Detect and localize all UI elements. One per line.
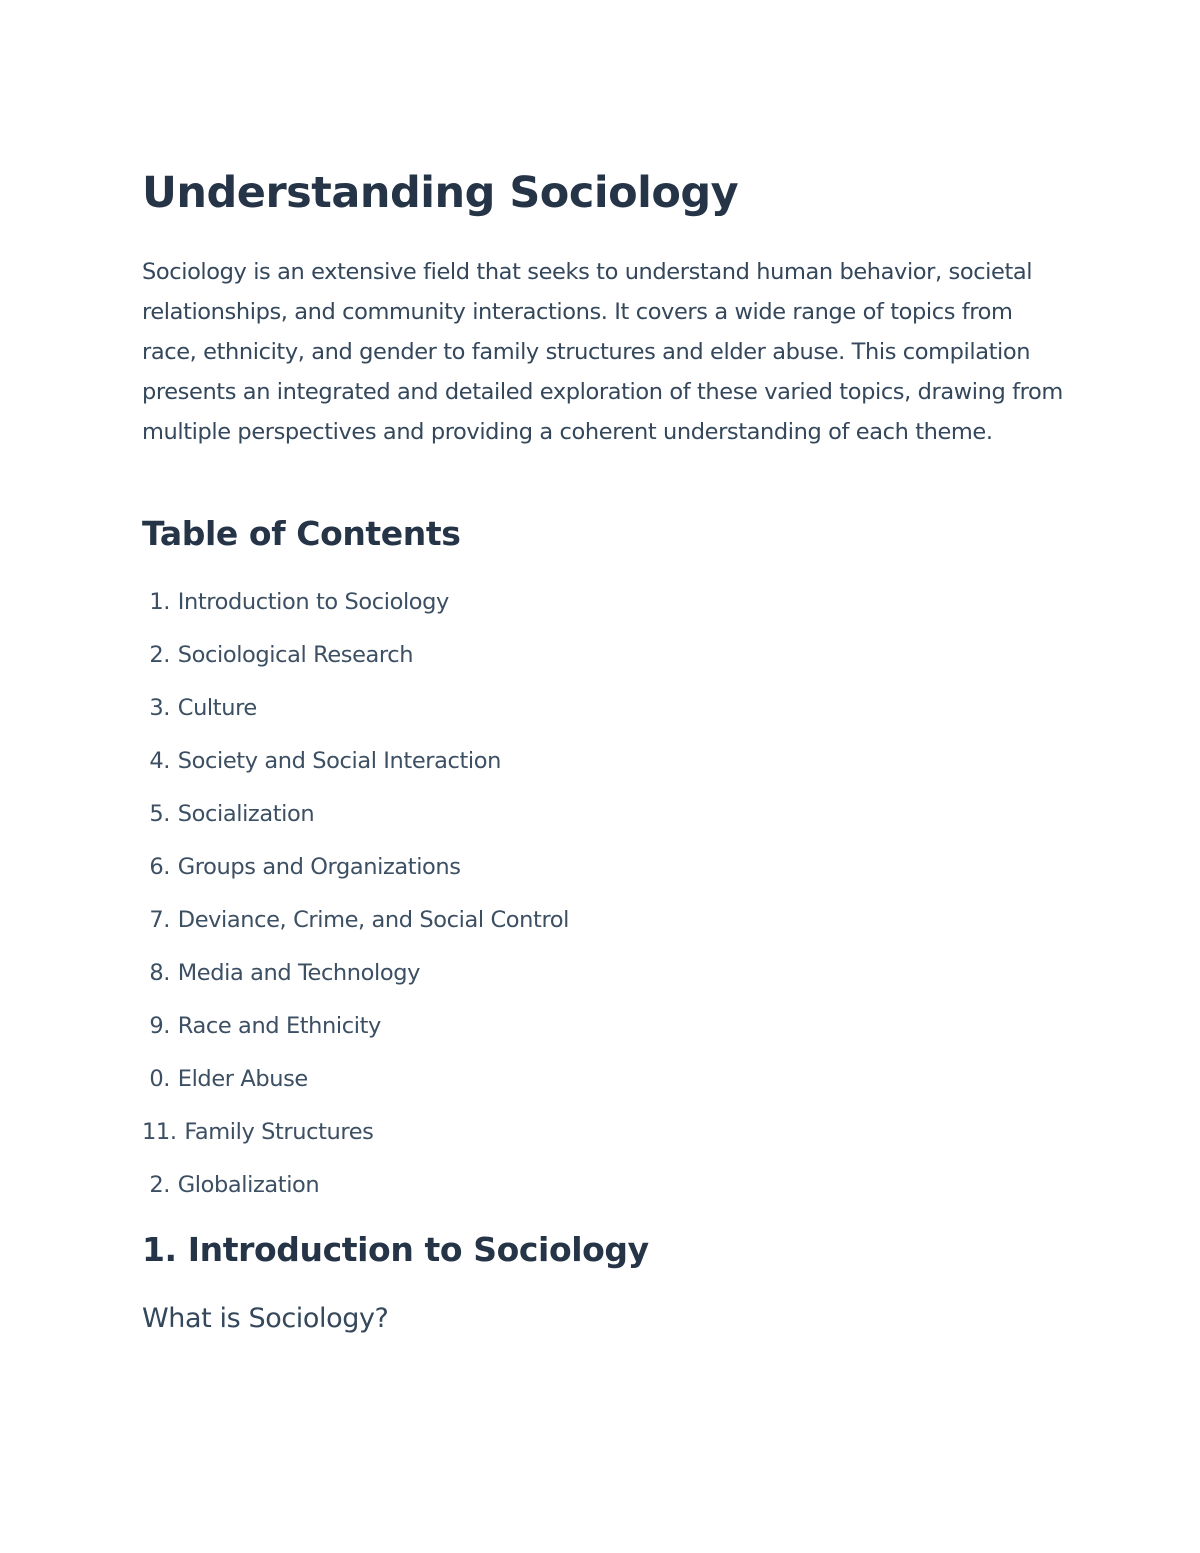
toc-number: 8. [149, 960, 170, 986]
toc-item [142, 901, 569, 954]
toc-item [142, 1166, 569, 1219]
toc-item [142, 636, 569, 689]
toc-item [142, 689, 569, 742]
toc-number: 9. [149, 1013, 170, 1039]
toc-label: Media and Technology [177, 960, 421, 986]
toc-label: Groups and Organizations [177, 854, 461, 880]
toc-label: Deviance, Crime, and Social Control [177, 907, 570, 933]
toc-item [142, 795, 569, 848]
toc-number: 11. [142, 1119, 177, 1145]
table-of-contents [142, 583, 569, 1219]
toc-label: Socialization [177, 801, 315, 827]
toc-item [142, 742, 569, 795]
toc-item [142, 1007, 569, 1060]
toc-item [142, 848, 569, 901]
document-title: Understanding Sociology [142, 168, 739, 218]
intro-paragraph: Sociology is an extensive field that seeks to understand human behavior, societal relationships, and community interactions. It covers a wide range of topics from race, ethnicity, and gender to family structures and elder abuse. This compilation presents an integrated and detailed exploration of these varied topics, drawing from multiple perspectives and providing a coherent understanding of each theme. [142, 259, 1063, 445]
toc-number: 0. [149, 1066, 170, 1092]
toc-number: 4. [149, 748, 170, 774]
toc-number: 2. [149, 642, 170, 668]
toc-label: Globalization [177, 1172, 320, 1198]
toc-number: 3. [149, 695, 170, 721]
toc-item [142, 1060, 569, 1113]
toc-label: Elder Abuse [177, 1066, 308, 1092]
toc-label: Sociological Research [177, 642, 414, 668]
toc-label: Society and Social Interaction [177, 748, 501, 774]
toc-label: Race and Ethnicity [177, 1013, 381, 1039]
toc-item [142, 1113, 569, 1166]
toc-item [142, 583, 569, 636]
toc-number: 1. [149, 589, 170, 615]
toc-number: 6. [149, 854, 170, 880]
toc-number: 5. [149, 801, 170, 827]
toc-label: Family Structures [184, 1119, 374, 1145]
sub-heading: What is Sociology? [142, 1303, 389, 1334]
toc-number: 2. [149, 1172, 170, 1198]
toc-label: Introduction to Sociology [177, 589, 449, 615]
toc-number: 7. [149, 907, 170, 933]
section-heading: 1. Introduction to Sociology [142, 1230, 649, 1269]
toc-heading: Table of Contents [142, 514, 461, 553]
toc-label: Culture [177, 695, 257, 721]
toc-item [142, 954, 569, 1007]
